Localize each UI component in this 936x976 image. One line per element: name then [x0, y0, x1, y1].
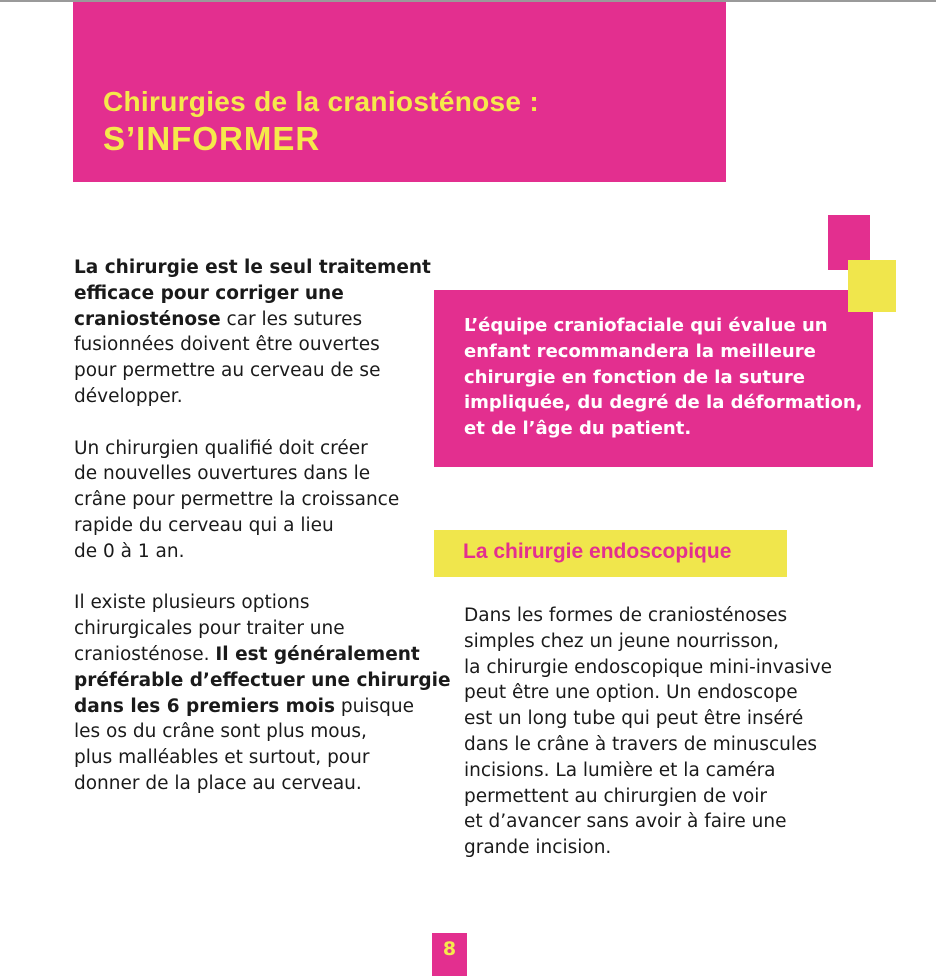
paragraph-1 [74, 255, 434, 410]
text-line [74, 307, 434, 333]
text-line: incisions. La lumière et la caméra [464, 759, 776, 781]
section-heading: La chirurgie endoscopique [463, 540, 732, 563]
text-line: impliquée, du degré de la déformation, [464, 392, 863, 414]
left-column [74, 255, 451, 823]
text-line: dans le crâne à travers de minuscules [464, 733, 818, 755]
text-regular: craniosténose. [74, 643, 216, 665]
text-regular: car les sutures [220, 308, 363, 330]
text-line: développer. [74, 385, 183, 407]
text-line: chirurgicales pour traiter une [74, 618, 345, 640]
text-line: fusionnées doivent être ouvertes [74, 334, 380, 356]
text-line: rapide du cerveau qui a lieu [74, 514, 334, 536]
text-line: est un long tube qui peut être inséré [464, 708, 804, 730]
text-line: les os du crâne sont plus mous, [74, 721, 367, 743]
text-line: de 0 à 1 an. [74, 540, 185, 562]
paragraph-3 [74, 590, 451, 796]
right-column-body [464, 603, 864, 861]
text-bold: Il est généralement [215, 643, 420, 665]
text-line: donner de la place au cerveau. [74, 772, 362, 794]
text-line: crâne pour permettre la croissance [74, 489, 400, 511]
paragraph-2 [74, 436, 434, 565]
text-line: Il existe plusieurs options [74, 592, 310, 614]
text-line [74, 642, 434, 668]
text-line: La chirurgie est le seul traitement [74, 257, 431, 278]
text-line: peut être une option. Un endoscope [464, 682, 798, 704]
text-line: L’équipe craniofaciale qui évalue un [464, 315, 828, 336]
text-bold: craniosténose [74, 308, 221, 330]
text-line: grande incision. [464, 837, 612, 859]
text-line: permettent au chirurgien de voir [464, 785, 768, 807]
text-line: et d’avancer sans avoir à faire une [464, 811, 787, 833]
text-line: de nouvelles ouvertures dans le [74, 463, 371, 485]
page-subtitle: S’INFORMER [103, 120, 321, 157]
text-regular: puisque [335, 695, 414, 717]
callout-text [464, 313, 864, 442]
text-line: et de l’âge du patient. [464, 418, 692, 440]
text-line: efficace pour corriger une [74, 282, 344, 304]
text-line: enfant recommandera la meilleure [464, 340, 816, 362]
text-line: Un chirurgien qualifié doit créer [74, 437, 368, 459]
text-line: plus malléables et surtout, pour [74, 747, 370, 769]
text-line: préférable d’effectuer une chirurgie [74, 669, 451, 691]
text-line: Dans les formes de craniosténoses [464, 605, 788, 626]
page-title: Chirurgies de la craniosténose : [103, 86, 539, 117]
decorative-square-yellow [848, 260, 896, 312]
text-line: pour permettre au cerveau de se [74, 360, 381, 382]
text-line: simples chez un jeune nourrisson, [464, 630, 780, 652]
text-line: chirurgie en fonction de la suture [464, 366, 805, 388]
page-number: 8 [442, 938, 457, 960]
text-line [74, 694, 434, 720]
text-line: la chirurgie endoscopique mini-invasive [464, 656, 833, 678]
text-bold: dans les 6 premiers mois [74, 695, 335, 717]
